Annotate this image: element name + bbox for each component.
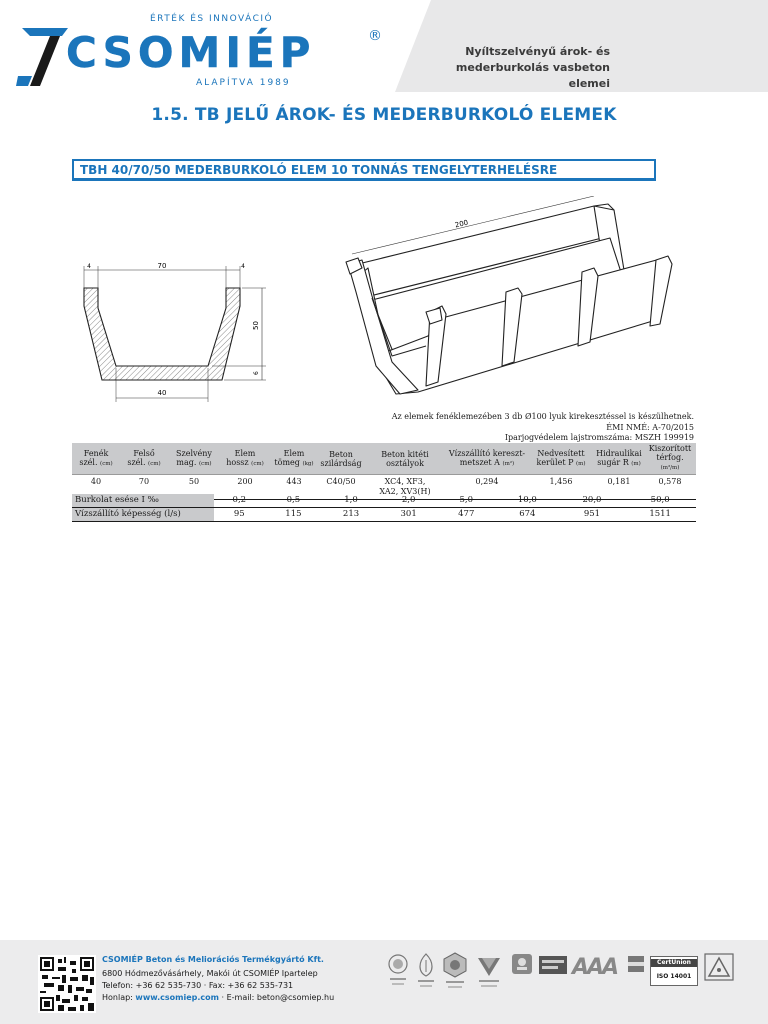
brand-name: CSOMIÉP <box>66 28 316 77</box>
header-cell: Elem hossz (cm) <box>220 443 270 475</box>
header-cell: Vízszállító kereszt- metszet A (m²) <box>446 443 528 475</box>
aaa-rating-logo: AAA <box>572 955 618 980</box>
section-title: 1.5. TB JELŰ ÁROK- ÉS MEDERBURKOLÓ ELEMEK <box>151 105 617 125</box>
table-cell: 5,0 <box>437 494 495 508</box>
document-title <box>420 44 610 92</box>
footer-phone: Telefon: +36 62 535-730 · Fax: +36 62 535-731 <box>102 981 294 990</box>
header-cell: Szelvény mag. (cm) <box>168 443 220 475</box>
dim-bottom-thickness-label: 6 <box>253 371 260 375</box>
table-row <box>72 494 696 508</box>
note-holes: Az elemek fenéklemezében 3 db Ø100 lyuk kirekesztéssel is készülhetnek. <box>391 412 694 421</box>
registered-mark: ® <box>368 28 382 44</box>
dim-height-label: 50 <box>252 321 260 330</box>
table-cell: 200 <box>220 475 270 500</box>
flow-capacity-table <box>72 494 696 522</box>
notes-block <box>330 412 694 444</box>
innovation-award-icon <box>474 952 504 992</box>
footer-web-prefix: Honlap: <box>102 993 136 1002</box>
dim-length-label: 200 <box>454 218 469 230</box>
qr-code-icon[interactable] <box>38 955 96 1013</box>
table-cell: 50,0 <box>624 494 696 508</box>
logo-founded: ALAPÍTVA 1989 <box>196 78 291 88</box>
flag-icon <box>626 952 646 992</box>
footer-web-line <box>102 993 334 1002</box>
hungarian-product-award-icon <box>386 952 410 992</box>
header-cell: Beton szilárdság <box>318 443 364 475</box>
capacity-label: Vízszállító képesség (l/s) <box>72 508 214 522</box>
table-cell: 1511 <box>624 508 696 522</box>
table-cell: 40 <box>72 475 120 500</box>
note-patent: Iparjogvédelem lajstromszáma: MSZH 199919 <box>504 433 694 442</box>
header-cell: Felső szél. (cm) <box>120 443 168 475</box>
table-cell: 10,0 <box>495 494 560 508</box>
quality-seal-icon <box>538 952 568 992</box>
quality-product-award-icon <box>442 952 468 992</box>
header-cell: Elem tömeg (kg) <box>270 443 318 475</box>
trusted-quality-award-icon <box>414 952 438 992</box>
element-3d-drawing <box>338 196 694 408</box>
product-title: TBH 40/70/50 MEDERBURKOLÓ ELEM 10 TONNÁS TENGELYTERHELÉSRE <box>80 163 558 177</box>
table-cell: 213 <box>322 508 380 522</box>
dim-bottom-label: 40 <box>157 389 167 397</box>
table-cell: 477 <box>437 508 495 522</box>
header-cell: Kiszorított térfog. (m³/m) <box>644 443 696 475</box>
table-row <box>72 508 696 522</box>
cross-section-drawing <box>72 258 282 408</box>
slope-label: Burkolat esése I ‰ <box>72 494 214 508</box>
table-cell: 115 <box>265 508 323 522</box>
table-cell: 2,0 <box>380 494 438 508</box>
certification-mark-icon <box>704 952 734 992</box>
certunion-iso: ISO 14001 <box>656 973 692 980</box>
header-cell: Nedvesített kerület P (m) <box>528 443 594 475</box>
table-cell: 1,0 <box>322 494 380 508</box>
header-cell: Fenék szél. (cm) <box>72 443 120 475</box>
note-emi: ÉMI NMÉ: A-70/2015 <box>606 422 694 432</box>
eco-label-icon <box>510 952 534 992</box>
spec-header-row <box>72 443 696 475</box>
footer-address: 6800 Hódmezővásárhely, Makói út CSOMIÉP Ipartelep <box>102 969 318 978</box>
table-cell: XC4, XF3, XA2, XV3(H) <box>364 475 446 500</box>
table-cell: 50 <box>168 475 220 500</box>
dim-wall-left-label: 4 <box>87 263 91 270</box>
table-cell: 0,181 <box>594 475 644 500</box>
certunion-logo <box>650 956 698 986</box>
table-cell: 0,294 <box>446 475 528 500</box>
dim-top-label: 70 <box>157 262 167 270</box>
spec-table <box>72 443 696 500</box>
document-title-line2: mederburkolás vasbeton elemei <box>455 61 610 90</box>
table-cell: 1,456 <box>528 475 594 500</box>
table-cell: 0,2 <box>214 494 265 508</box>
footer-email: · E-mail: beton@csomiep.hu <box>218 993 335 1002</box>
table-cell: 0,5 <box>265 494 323 508</box>
certunion-name: CertUnion <box>651 959 697 967</box>
table-cell: 70 <box>120 475 168 500</box>
footer-company: CSOMIÉP Beton és Meliorációs Termékgyártó Kft. <box>102 955 324 964</box>
table-cell: 951 <box>560 508 625 522</box>
logo-tagline: ÉRTÉK ÉS INNOVÁCIÓ <box>150 14 274 24</box>
header-cell: Beton kitéti osztályok <box>364 443 446 475</box>
table-cell: C40/50 <box>318 475 364 500</box>
document-title-line1: Nyíltszelvényű árok- és <box>465 45 610 58</box>
table-cell: 674 <box>495 508 560 522</box>
header-cell: Hidraulikai sugár R (m) <box>594 443 644 475</box>
table-cell: 95 <box>214 508 265 522</box>
dim-wall-right-label: 4 <box>241 263 245 270</box>
table-cell: 443 <box>270 475 318 500</box>
table-cell: 301 <box>380 508 438 522</box>
website-link[interactable]: www.csomiep.com <box>135 993 219 1002</box>
table-cell: 0,578 <box>644 475 696 500</box>
table-cell: 20,0 <box>560 494 625 508</box>
product-title-box <box>72 159 656 181</box>
